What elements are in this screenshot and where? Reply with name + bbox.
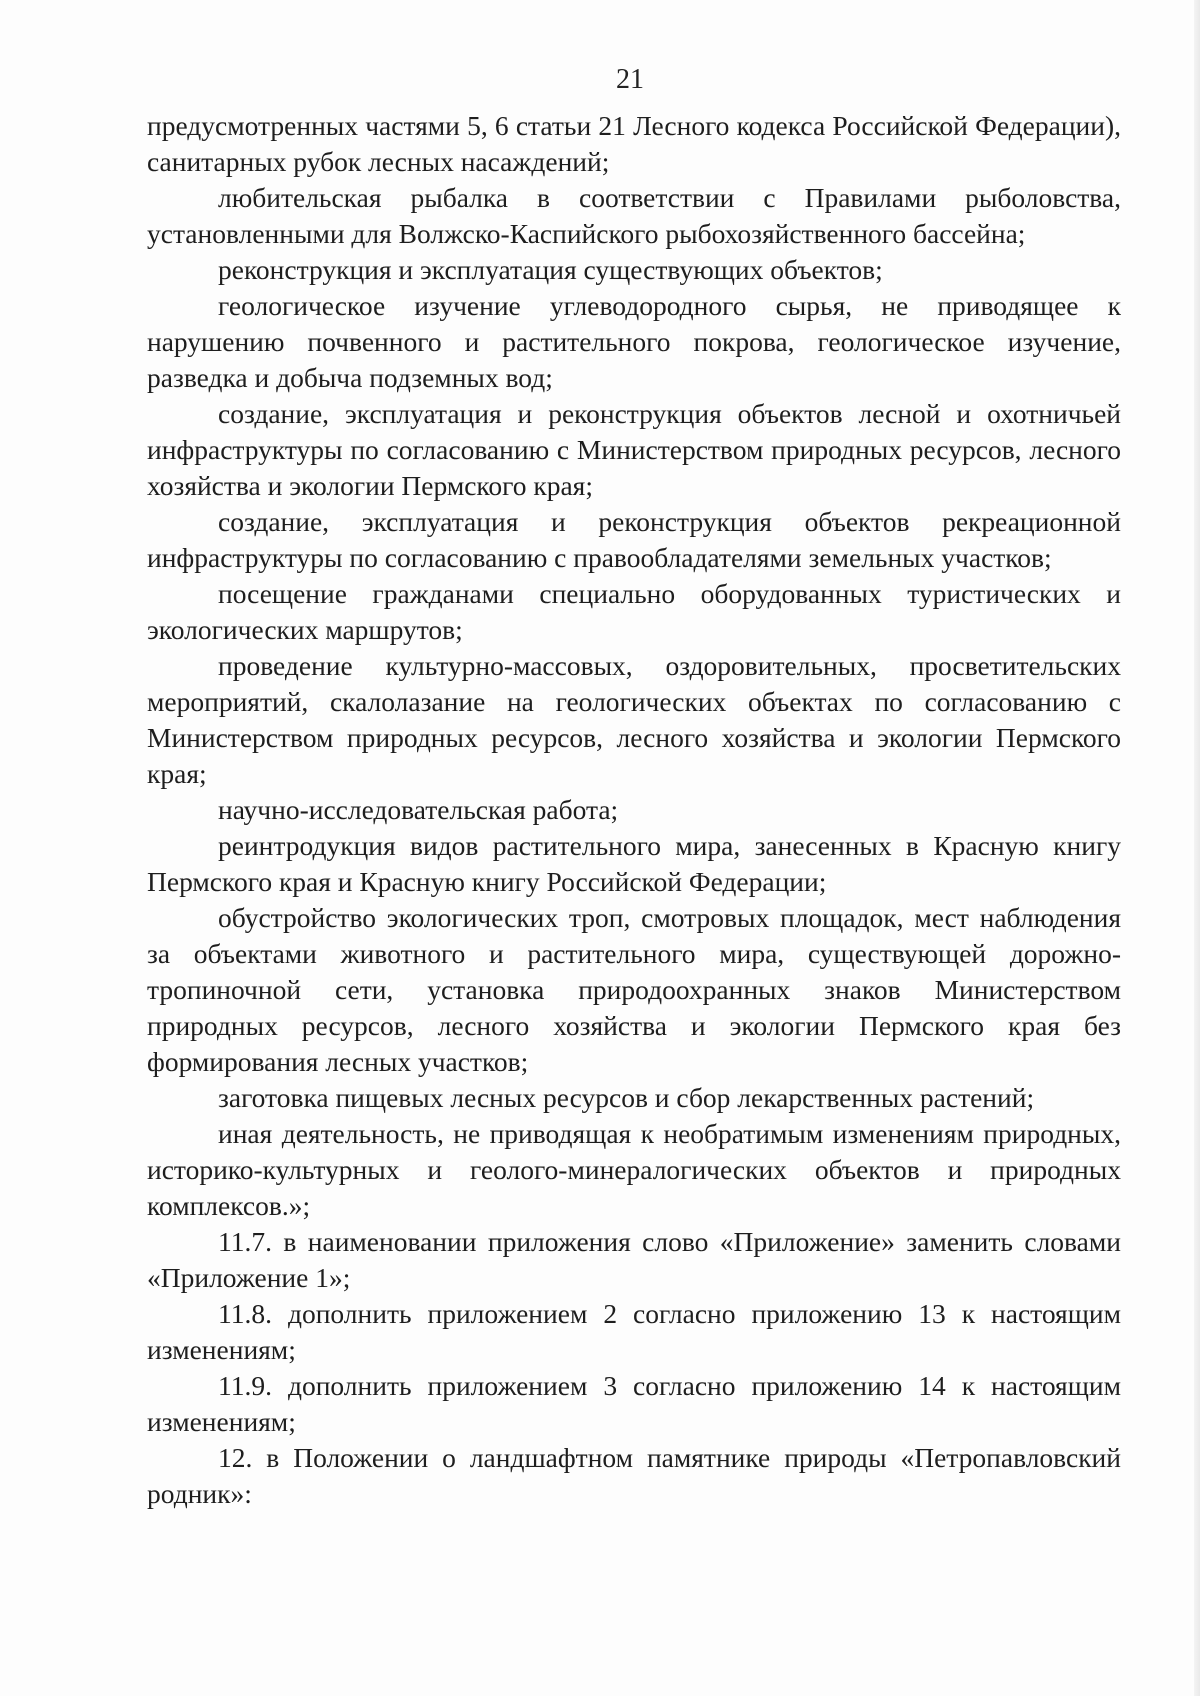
paragraph-other-activity: иная деятельность, не приводящая к необратимым изменениям природных, историко-культурных и геолого-минералогических объектов и природных комплексов.»;	[147, 1118, 1121, 1221]
paragraph-continuation: предусмотренных частями 5, 6 статьи 21 Лесного кодекса Российской Федерации), санитарных рубок лесных насаждений;	[147, 110, 1121, 177]
paragraph-recreation-infrastructure: создание, эксплуатация и реконструкция объектов рекреационной инфраструктуры по согласованию с правообладателями земельных участков;	[147, 506, 1121, 573]
paragraph-routes: посещение гражданами специально оборудованных туристических и экологических маршрутов;	[147, 578, 1121, 645]
paragraph-events: проведение культурно-массовых, оздоровительных, просветительских мероприятий, скалолазание на геологических объектах по согласованию с Министерством природных ресурсов, лесного хозяйства и экологии Пермского края;	[147, 650, 1121, 789]
paragraph-item-11-8: 11.8. дополнить приложением 2 согласно приложению 13 к настоящим изменениям;	[147, 1298, 1121, 1365]
paragraph-reconstruction: реконструкция и эксплуатация существующих объектов;	[218, 254, 883, 285]
paragraph-reintroduction: реинтродукция видов растительного мира, занесенных в Красную книгу Пермского края и Красную книгу Российской Федерации;	[147, 830, 1121, 897]
paragraph-forest-infrastructure: создание, эксплуатация и реконструкция объектов лесной и охотничьей инфраструктуры по согласованию с Министерством природных ресурсов, лесного хозяйства и экологии Пермского края;	[147, 398, 1121, 501]
scan-edge-shadow	[1194, 0, 1200, 1696]
paragraph-item-11-9: 11.9. дополнить приложением 3 согласно приложению 14 к настоящим изменениям;	[147, 1370, 1121, 1437]
paragraph-trails: обустройство экологических троп, смотровых площадок, мест наблюдения за объектами животного и растительного мира, существующей дорожно-тропиночной сети, установка природоохранных знаков Министерством природных ресурсов, лесного хозяйства и экологии Пермского края без формирования лесных участков;	[147, 902, 1121, 1077]
paragraph-item-11-7: 11.7. в наименовании приложения слово «Приложение» заменить словами «Приложение 1»;	[147, 1226, 1121, 1293]
page-number: 21	[616, 64, 644, 95]
paragraph-fishing: любительская рыбалка в соответствии с Правилами рыболовства, установленными для Волжско-Каспийского рыбохозяйственного бассейна;	[147, 182, 1121, 249]
paragraph-research: научно-исследовательская работа;	[218, 794, 619, 825]
paragraph-harvesting: заготовка пищевых лесных ресурсов и сбор лекарственных растений;	[218, 1082, 1035, 1113]
paragraph-item-12: 12. в Положении о ландшафтном памятнике природы «Петропавловский родник»:	[147, 1442, 1121, 1509]
paragraph-geology: геологическое изучение углеводородного сырья, не приводящее к нарушению почвенного и растительного покрова, геологическое изучение, разведка и добыча подземных вод;	[147, 290, 1121, 393]
document-body	[147, 108, 1121, 1512]
